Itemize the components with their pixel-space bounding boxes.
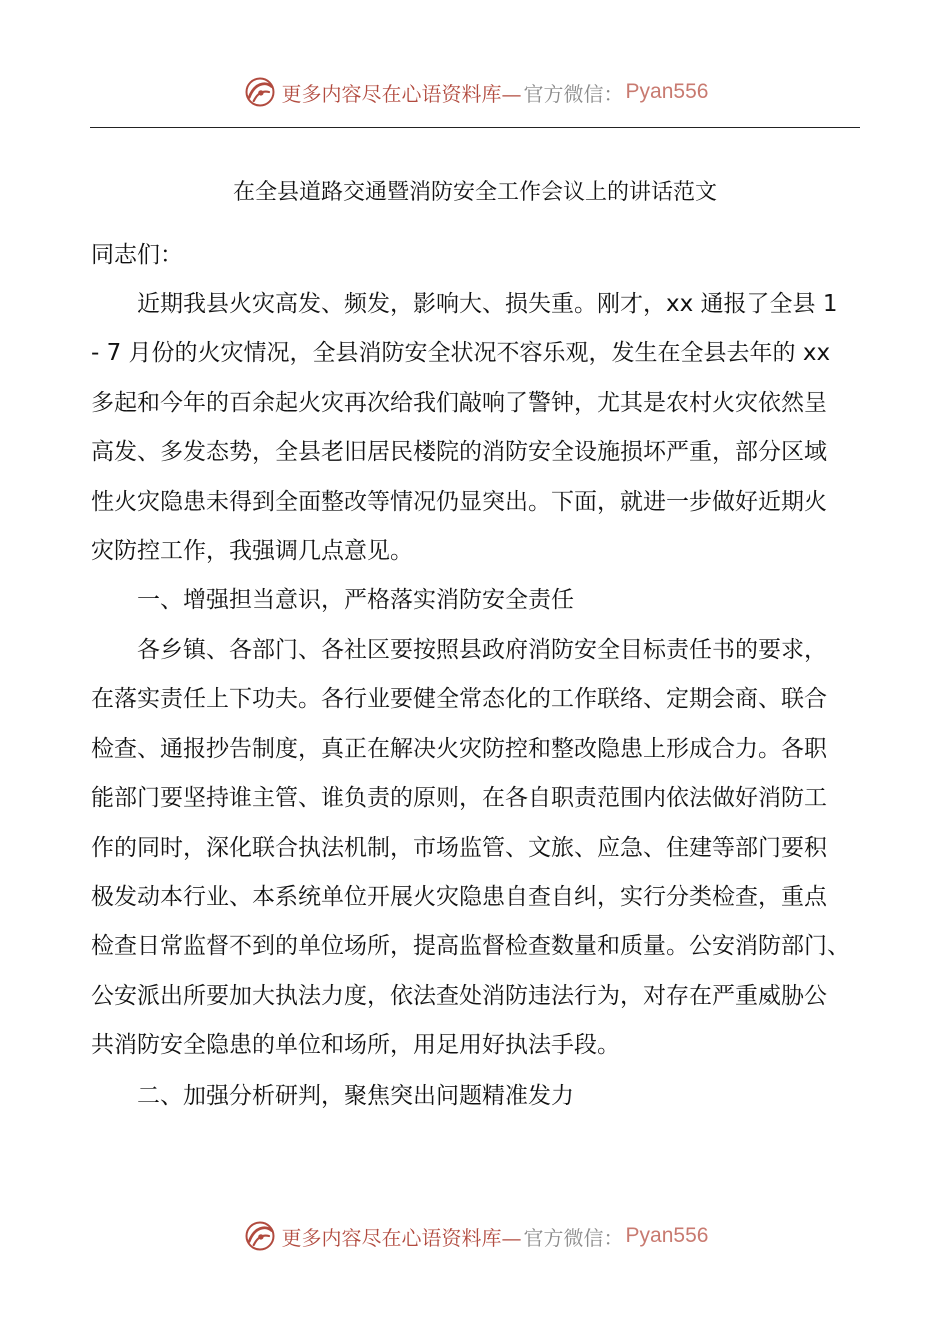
paragraph-line: 在落实责任上下功夫。各行业要健全常态化的工作联络、定期会商、联合: [91, 686, 827, 713]
header-divider: [90, 127, 860, 128]
salutation: 同志们：: [91, 242, 183, 268]
paragraph-line: 高发、多发态势，全县老旧居民楼院的消防安全设施损坏严重，部分区域: [91, 439, 827, 466]
stamp-logo-icon: [242, 74, 278, 110]
paragraph-2: [91, 626, 861, 1071]
paragraph-line: 极发动本行业、本系统单位开展火灾隐患自查自纠，实行分类检查，重点: [91, 883, 827, 910]
paragraph-line: 性火灾隐患未得到全面整改等情况仍显突出。下面，就进一步做好近期火: [91, 488, 827, 515]
section-heading-text: 一、增强担当意识，严格落实消防安全责任: [91, 587, 574, 613]
footer-wechat-label: 官方微信：: [523, 1225, 624, 1250]
paragraph-line: - 7 月份的火灾情况，全县消防安全状况不容乐观，发生在全县去年的 xx: [91, 340, 831, 367]
stamp-logo-icon: [242, 1218, 278, 1254]
header-site-text: 更多内容尽在心语资料库—: [281, 81, 522, 106]
paragraph-line: 公安派出所要加大执法力度，依法查处消防违法行为，对存在严重威胁公: [91, 982, 827, 1009]
footer-site-text: 更多内容尽在心语资料库—: [281, 1225, 522, 1250]
section-1-heading: [91, 576, 861, 625]
paragraph-line: 各乡镇、各部门、各社区要按照县政府消防安全目标责任书的要求，: [91, 637, 827, 663]
paragraph-line: 作的同时，深化联合执法机制，市场监管、文旅、应急、住建等部门要积: [91, 834, 827, 861]
header-banner: [0, 70, 950, 114]
paragraph-line: 灾防控工作，我强调几点意见。: [91, 537, 413, 564]
footer-banner: [0, 1214, 950, 1258]
paragraph-line: 近期我县火灾高发、频发，影响大、损失重。刚才，xx 通报了全县 1: [91, 291, 838, 317]
paragraph-line: 检查、通报抄告制度，真正在解决火灾防控和整改隐患上形成合力。各职: [91, 735, 827, 762]
header-wechat-label: 官方微信：: [523, 81, 624, 106]
paragraph-1: [91, 280, 861, 576]
paragraph-line: 共消防安全隐患的单位和场所，用足用好执法手段。: [91, 1032, 620, 1059]
document-title: 在全县道路交通暨消防安全工作会议上的讲话范文: [232, 180, 717, 205]
paragraph-line: 多起和今年的百余起火灾再次给我们敲响了警钟，尤其是农村火灾依然呈: [91, 389, 827, 416]
paragraph-line: 检查日常监督不到的单位场所，提高监督检查数量和质量。公安消防部门、: [91, 933, 850, 960]
section-2-heading: [91, 1072, 861, 1121]
header-wechat-id: Pyan556: [625, 80, 709, 103]
paragraph-line: 能部门要坚持谁主管、谁负责的原则，在各自职责范围内依法做好消防工: [91, 785, 827, 812]
footer-wechat-id: Pyan556: [625, 1224, 709, 1247]
section-heading-text: 二、加强分析研判，聚焦突出问题精准发力: [91, 1083, 574, 1109]
